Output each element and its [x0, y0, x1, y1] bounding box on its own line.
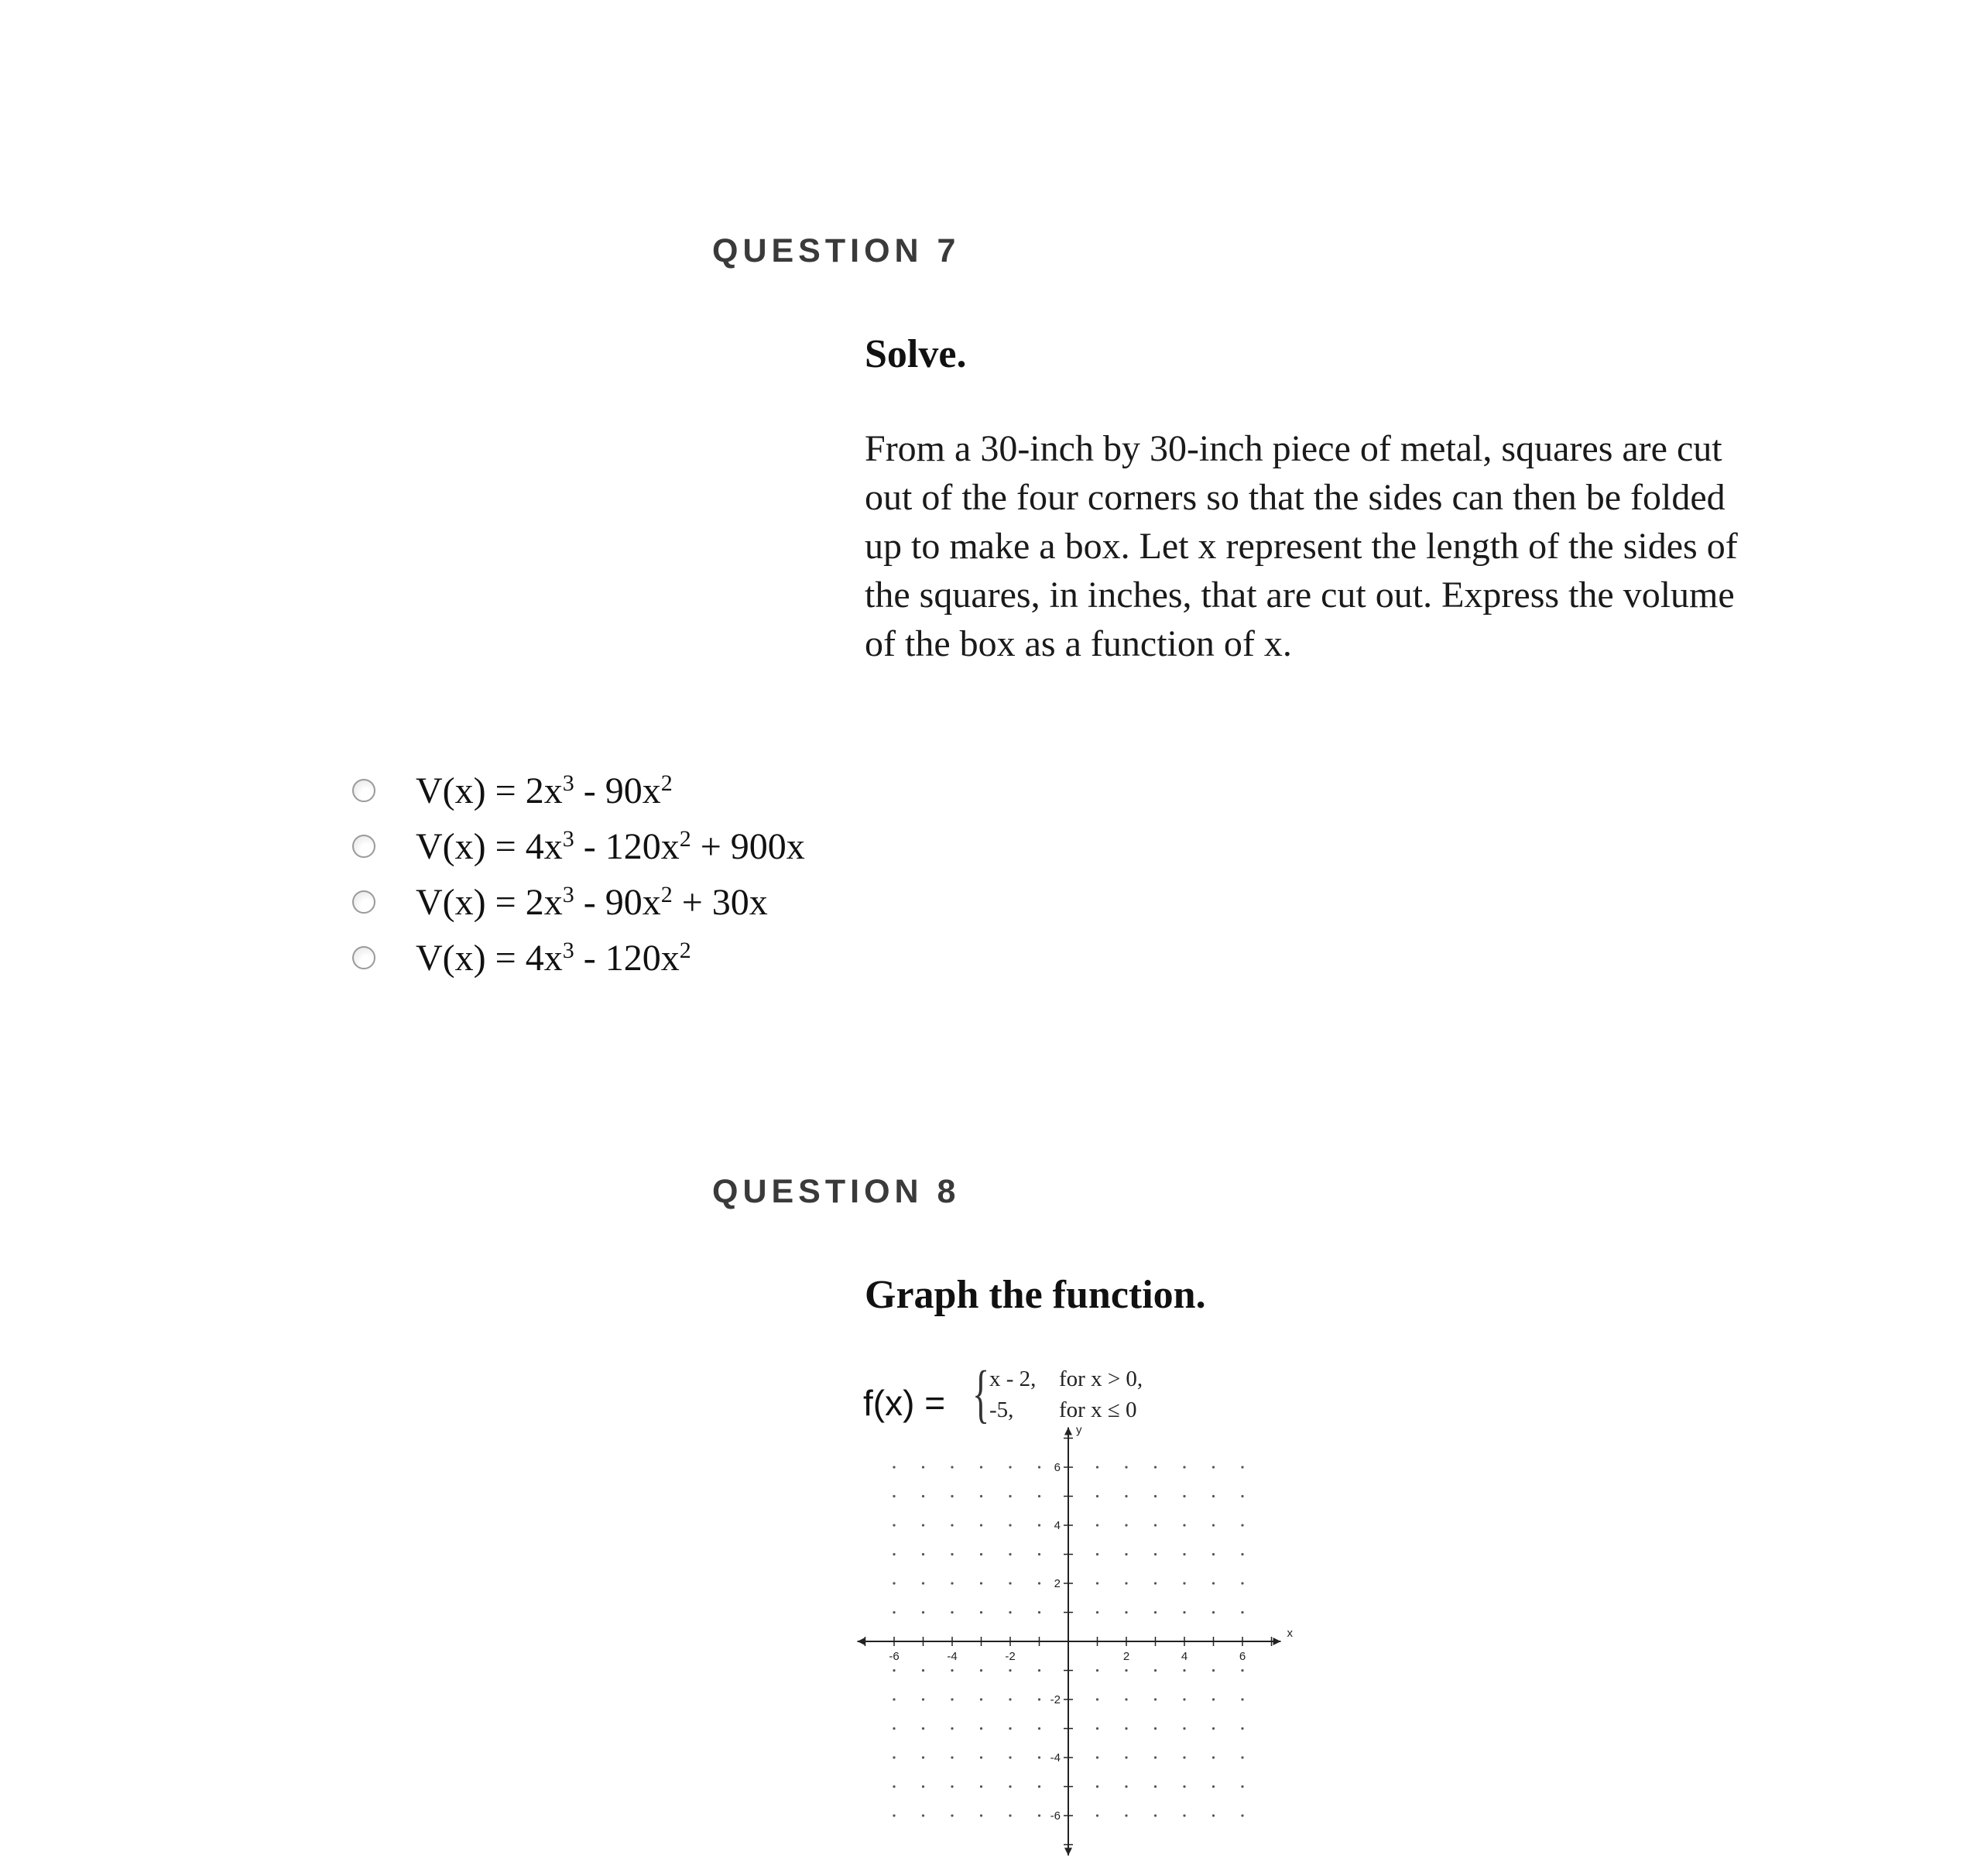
grid-dot	[1212, 1814, 1215, 1816]
grid-dot	[1096, 1466, 1098, 1468]
grid-dot	[1038, 1698, 1040, 1700]
left-brace: {	[972, 1358, 990, 1430]
grid-dot	[980, 1524, 982, 1526]
grid-dot	[1125, 1495, 1127, 1497]
grid-dot	[980, 1814, 982, 1816]
grid-dot	[1009, 1553, 1011, 1555]
grid-dot	[1212, 1524, 1215, 1526]
x-axis-arrow-right	[1273, 1638, 1281, 1645]
x-tick-label: 4	[1181, 1650, 1188, 1663]
y-tick-label: 2	[1054, 1577, 1061, 1590]
grid-dot	[922, 1495, 924, 1497]
grid-dot	[1009, 1611, 1011, 1614]
grid-dot	[1125, 1727, 1127, 1730]
grid-dot	[1038, 1756, 1040, 1758]
x-tick-label: 6	[1239, 1650, 1246, 1663]
grid-dot	[1212, 1669, 1215, 1672]
grid-dot	[1241, 1495, 1243, 1497]
grid-dot	[980, 1466, 982, 1468]
grid-dot	[1212, 1785, 1215, 1788]
grid-dot	[1009, 1495, 1011, 1497]
y-tick-label: -2	[1050, 1693, 1061, 1706]
grid-dot	[922, 1582, 924, 1584]
grid-dot	[1038, 1814, 1040, 1816]
grid-dot	[980, 1553, 982, 1555]
grid-dot	[1125, 1756, 1127, 1758]
grid-dot	[1038, 1582, 1040, 1584]
grid-dot	[1009, 1727, 1011, 1730]
grid-dot	[1212, 1698, 1215, 1700]
grid-dot	[1241, 1727, 1243, 1730]
choice-text: $V(x) = 2x^3 - 90x^2 + 30x$	[416, 881, 768, 923]
grid-dot	[951, 1756, 953, 1758]
radio-button[interactable]	[352, 835, 375, 858]
grid-dot	[922, 1814, 924, 1816]
grid-dot	[1009, 1524, 1011, 1526]
grid-dot	[893, 1698, 895, 1700]
grid-dot	[951, 1669, 953, 1672]
grid-dot	[922, 1524, 924, 1526]
y-axis-label: y	[1076, 1423, 1082, 1437]
x-tick-label: -6	[889, 1650, 900, 1663]
grid-dot	[1009, 1785, 1011, 1788]
piece-2-expression: -5,	[989, 1398, 1014, 1422]
grid-dot	[1183, 1553, 1185, 1555]
grid-dot	[922, 1611, 924, 1614]
grid-dot	[1154, 1466, 1157, 1468]
grid-dot	[1241, 1698, 1243, 1700]
y-tick-label: -6	[1050, 1809, 1061, 1823]
grid-dot	[980, 1669, 982, 1672]
grid-dot	[893, 1785, 895, 1788]
grid-dot	[1183, 1756, 1185, 1758]
radio-button[interactable]	[352, 890, 375, 914]
grid-dot	[922, 1553, 924, 1555]
y-tick-label: 6	[1054, 1461, 1061, 1474]
grid-dot	[1009, 1669, 1011, 1672]
grid-dot	[1154, 1495, 1157, 1497]
grid-dot	[1096, 1785, 1098, 1788]
grid-dot	[1154, 1611, 1157, 1614]
grid-dot	[893, 1466, 895, 1468]
grid-dot	[1125, 1669, 1127, 1672]
grid-dot	[980, 1582, 982, 1584]
grid-dot	[951, 1814, 953, 1816]
answer-choice-1[interactable]	[352, 763, 805, 818]
grid-dot	[1183, 1669, 1185, 1672]
grid-dot	[1009, 1756, 1011, 1758]
grid-dot	[1125, 1466, 1127, 1468]
question-8-instruction: Graph the function.	[865, 1273, 1206, 1317]
x-tick-label: -2	[1005, 1650, 1016, 1663]
choice-text: $V(x) = 4x^3 - 120x^2 + 900x$	[416, 825, 805, 867]
grid-dot	[1154, 1582, 1157, 1584]
grid-dot	[1038, 1785, 1040, 1788]
radio-button[interactable]	[352, 946, 375, 969]
grid-dot	[1212, 1582, 1215, 1584]
grid-dot	[1154, 1553, 1157, 1555]
grid-dot	[951, 1611, 953, 1614]
grid-dot	[1212, 1466, 1215, 1468]
grid-dot	[980, 1727, 982, 1730]
grid-dot	[893, 1756, 895, 1758]
grid-dot	[951, 1582, 953, 1584]
grid-dot	[951, 1785, 953, 1788]
grid-dot	[1038, 1611, 1040, 1614]
y-tick-label: 4	[1054, 1519, 1061, 1532]
grid-dot	[1154, 1524, 1157, 1526]
question-7-heading: QUESTION 7	[712, 232, 961, 269]
grid-dot	[1241, 1785, 1243, 1788]
answer-choice-3[interactable]	[352, 874, 805, 930]
piece-2-condition: for x ≤ 0	[1059, 1398, 1137, 1422]
answer-choices	[352, 763, 805, 986]
question-8-heading: QUESTION 8	[712, 1173, 961, 1210]
grid-dot	[1038, 1495, 1040, 1497]
grid-dot	[893, 1582, 895, 1584]
function-label: f(x) =	[863, 1383, 946, 1423]
grid-dot	[1125, 1698, 1127, 1700]
grid-dot	[980, 1785, 982, 1788]
grid-dot	[1125, 1582, 1127, 1584]
grid-dot	[1125, 1611, 1127, 1614]
grid-dot	[951, 1698, 953, 1700]
grid-dot	[1212, 1756, 1215, 1758]
grid-dot	[1241, 1553, 1243, 1555]
grid-dot	[1009, 1582, 1011, 1584]
grid-dot	[1125, 1524, 1127, 1526]
y-axis-arrow-down	[1064, 1848, 1072, 1856]
grid-dot	[1125, 1553, 1127, 1555]
x-tick-label: 2	[1122, 1650, 1130, 1663]
grid-dot	[893, 1669, 895, 1672]
grid-dot	[980, 1611, 982, 1614]
grid-dot	[1154, 1669, 1157, 1672]
grid-dot	[1154, 1814, 1157, 1816]
grid-dot	[922, 1669, 924, 1672]
grid-dot	[1212, 1553, 1215, 1555]
grid-dot	[1241, 1611, 1243, 1614]
choice-text: $V(x) = 2x^3 - 90x^2$	[416, 770, 673, 811]
piece-1-condition: for x > 0,	[1059, 1367, 1143, 1391]
radio-button[interactable]	[352, 779, 375, 802]
grid-dot	[1096, 1582, 1098, 1584]
grid-dot	[980, 1698, 982, 1700]
grid-dot	[1241, 1524, 1243, 1526]
question-7-instruction: Solve.	[865, 332, 967, 376]
coordinate-grid[interactable]	[858, 1423, 1293, 1870]
grid-dot	[1241, 1582, 1243, 1584]
y-tick-label: -4	[1050, 1751, 1061, 1765]
grid-dot	[1038, 1727, 1040, 1730]
grid-dot	[1096, 1669, 1098, 1672]
grid-dot	[1241, 1669, 1243, 1672]
grid-dot	[1212, 1611, 1215, 1614]
answer-choice-4[interactable]	[352, 930, 805, 986]
grid-dot	[1154, 1756, 1157, 1758]
grid-dot	[893, 1495, 895, 1497]
grid-dot	[1183, 1611, 1185, 1614]
grid-dot	[922, 1756, 924, 1758]
grid-dot	[922, 1727, 924, 1730]
grid-dot	[893, 1814, 895, 1816]
grid-dot	[1154, 1785, 1157, 1788]
question-7-problem-text: From a 30-inch by 30-inch piece of metal, squares are cut out of the four corners so that the sides can then be folded up to make a box. Let x represent the length of the sides of the squares, in inches, that are cut out. Express the volume of the box as a function of x.	[865, 428, 1738, 664]
piece-1-expression: x - 2,	[989, 1367, 1037, 1391]
grid-dot	[893, 1611, 895, 1614]
grid-dot	[893, 1727, 895, 1730]
grid-dot	[1096, 1756, 1098, 1758]
grid-dot	[1009, 1466, 1011, 1468]
grid-dot	[1096, 1495, 1098, 1497]
grid-dot	[1096, 1814, 1098, 1816]
grid-dot	[1241, 1466, 1243, 1468]
grid-dot	[1096, 1727, 1098, 1730]
grid-dot	[893, 1524, 895, 1526]
grid-dot	[1183, 1582, 1185, 1584]
grid-dot	[1125, 1785, 1127, 1788]
grid-dot	[1183, 1814, 1185, 1816]
grid-dot	[1038, 1466, 1040, 1468]
grid-dot	[1183, 1495, 1185, 1497]
grid-dot	[951, 1553, 953, 1555]
grid-dot	[922, 1785, 924, 1788]
grid-dot	[1183, 1524, 1185, 1526]
x-tick-label: -4	[947, 1650, 958, 1663]
choice-text: $V(x) = 4x^3 - 120x^2$	[416, 937, 691, 979]
grid-dot	[1096, 1698, 1098, 1700]
grid-dot	[980, 1495, 982, 1497]
grid-dot	[1096, 1611, 1098, 1614]
grid-dot	[1038, 1669, 1040, 1672]
grid-dot	[922, 1466, 924, 1468]
grid-dot	[893, 1553, 895, 1555]
grid-dot	[1241, 1814, 1243, 1816]
grid-dot	[980, 1756, 982, 1758]
grid-dot	[1183, 1727, 1185, 1730]
grid-dot	[1183, 1698, 1185, 1700]
grid-dot	[1241, 1756, 1243, 1758]
grid-dot	[1183, 1466, 1185, 1468]
grid-dot	[1154, 1698, 1157, 1700]
grid-dot	[951, 1524, 953, 1526]
grid-dot	[1096, 1524, 1098, 1526]
grid-dot	[1212, 1727, 1215, 1730]
grid-dot	[922, 1698, 924, 1700]
grid-dot	[1038, 1553, 1040, 1555]
answer-choice-2[interactable]	[352, 818, 805, 874]
grid-dot	[1009, 1814, 1011, 1816]
grid-dot	[951, 1495, 953, 1497]
grid-dot	[1212, 1495, 1215, 1497]
grid-dot	[1125, 1814, 1127, 1816]
grid-dot	[951, 1466, 953, 1468]
y-axis-arrow-up	[1064, 1428, 1072, 1435]
grid-dot	[1009, 1698, 1011, 1700]
grid-dot	[1038, 1524, 1040, 1526]
grid-dot	[1096, 1553, 1098, 1555]
x-axis-arrow-left	[858, 1638, 865, 1645]
grid-dot	[1154, 1727, 1157, 1730]
grid-dot	[951, 1727, 953, 1730]
x-axis-label: x	[1287, 1627, 1293, 1640]
grid-dot	[1183, 1785, 1185, 1788]
